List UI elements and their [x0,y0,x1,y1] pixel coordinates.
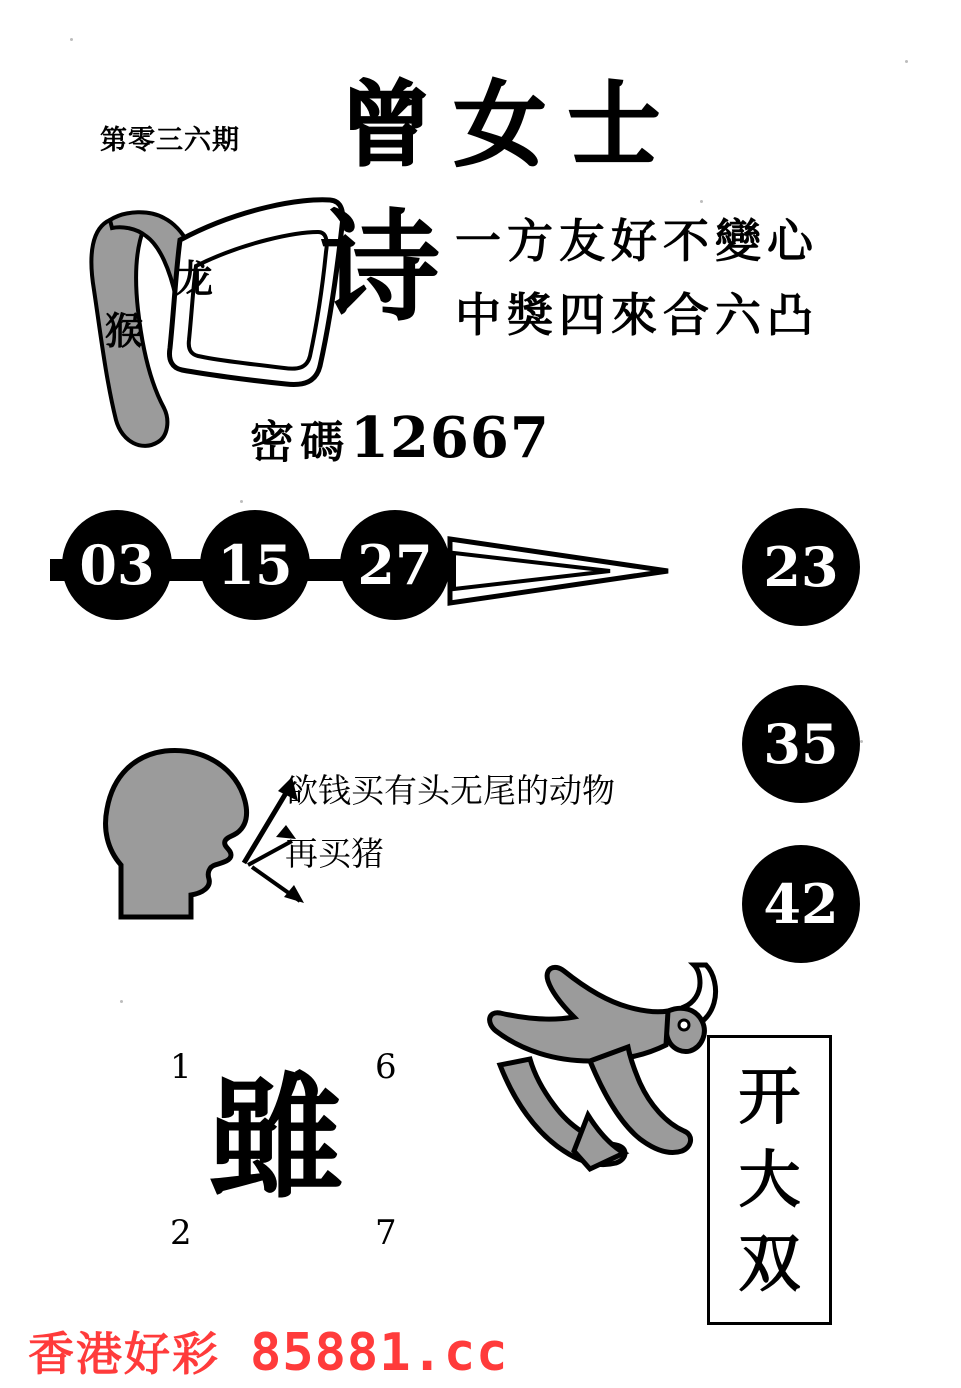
corner-digit-top-right: 6 [375,1047,397,1087]
print-speck [860,740,863,743]
riddle-character-block [160,1035,410,1265]
password-row [250,405,550,471]
poem-line-1: 一方友好不變心 [455,214,819,268]
hint-line-2: 再买猪 [285,834,384,873]
ball-number: 27 [340,510,450,620]
footer-site: 85881.cc [250,1323,509,1383]
ball-number: 23 [742,508,860,626]
corner-digit-top-left: 1 [170,1047,192,1087]
print-speck [700,200,703,203]
ball-number: 03 [62,510,172,620]
hint-line-1: 欲钱买有头无尾的动物 [285,771,615,810]
print-speck [905,60,908,63]
ball-number: 35 [742,685,860,803]
vertical-phrase-char: 开 [738,1059,801,1133]
issue-number: 第零三六期 [100,125,240,156]
vertical-phrase-char: 大 [738,1143,801,1216]
page-title: 曾女士 [340,71,683,179]
zodiac-monkey: 猴 [105,308,144,353]
footer-watermark [28,1318,508,1384]
corner-digit-bottom-left: 2 [170,1213,192,1253]
vertical-phrase-char: 双 [738,1226,801,1300]
riddle-character: 雖 [208,1058,343,1217]
poem-character: 诗 [320,197,440,338]
password-label: 密碼 [250,417,350,468]
ball-number: 42 [742,845,860,963]
vertical-phrase-box [707,1035,832,1325]
print-speck [240,500,243,503]
ball-number: 15 [200,510,310,620]
zodiac-dragon: 龙 [175,256,214,301]
print-speck [120,1000,123,1003]
poem-lines [455,205,819,352]
poem-line-2: 中獎四來合六凸 [455,287,819,342]
password-digits: 12667 [350,405,550,471]
footer-brand: 香港好彩 [28,1327,220,1381]
corner-digit-bottom-right: 7 [375,1213,397,1253]
print-speck [70,38,73,41]
